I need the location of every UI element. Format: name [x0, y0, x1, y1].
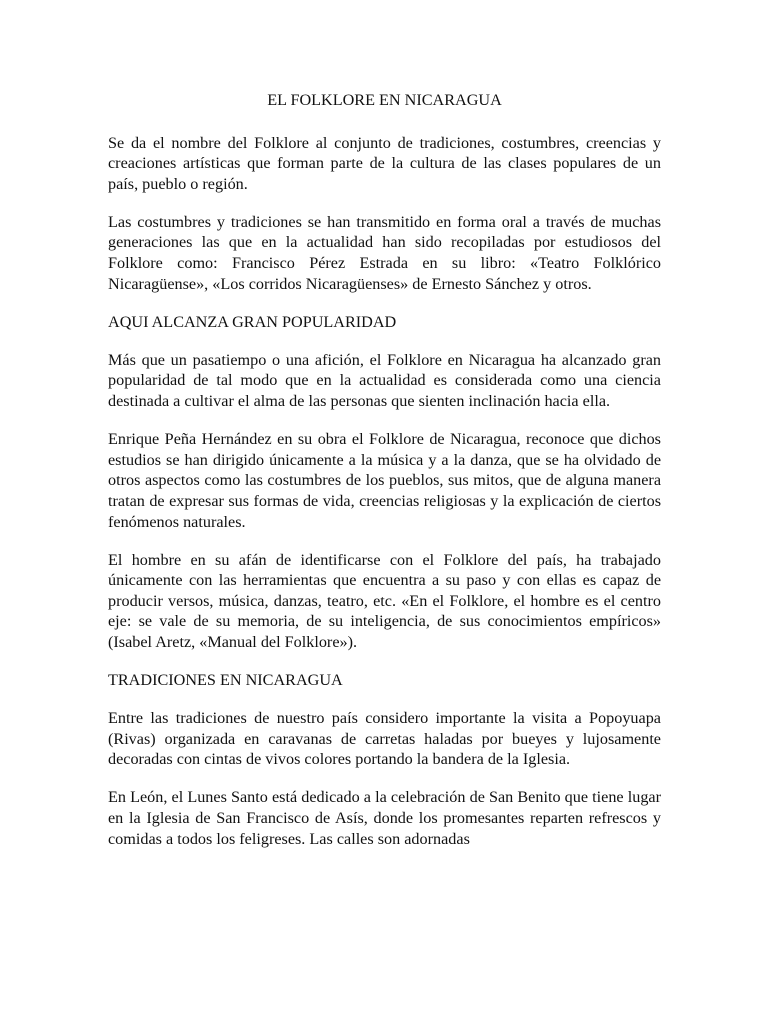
- paragraph-popoyuapa: Entre las tradiciones de nuestro país considero importante la visita a Popoyuapa (Rivas) organizada en caravanas de carretas haladas por bueyes y lujosamente decoradas con cintas de vivos colores portando la bandera de la Iglesia.: [108, 709, 661, 769]
- paragraph-leon-lunes-santo: En León, el Lunes Santo está dedicado a la celebración de San Benito que tiene lugar en la Iglesia de San Francisco de Asís, donde los promesantes reparten refrescos y comidas a todos los feligreses. Las calles son adornadas: [108, 788, 661, 848]
- paragraph-oral-transmission: Las costumbres y tradiciones se han transmitido en forma oral a través de muchas generaciones las que en la actualidad han sido recopiladas por estudiosos del Folklore como: Francisco Pérez Estrada en su libro: «Teatro Folklórico Nicaragüense», «Los corridos Nicaragüenses» de Ernesto Sánchez y otros.: [108, 212, 661, 293]
- paragraph-hombre-folklore: El hombre en su afán de identificarse con el Folklore del país, ha trabajado únicamente con las herramientas que encuentra a su paso y con ellas es capaz de producir versos, música, danzas, teatro, etc. «En el Folklore, el hombre es el centro eje: se vale de su memoria, de su inteligencia, de sus conocimientos empíricos» (Isabel Aretz, «Manual del Folklore»).: [108, 550, 661, 651]
- paragraph-popularity: Más que un pasatiempo o una afición, el Folklore en Nicaragua ha alcanzado gran popularidad de tal modo que en la actualidad es considerada como una ciencia destinada a cultivar el alma de las personas que sienten inclinación hacia ella.: [108, 350, 661, 411]
- document-title: EL FOLKLORE EN NICARAGUA: [267, 91, 502, 109]
- section-heading-popularidad: AQUI ALCANZA GRAN POPULARIDAD: [108, 312, 397, 331]
- section-heading-tradiciones: TRADICIONES EN NICARAGUA: [108, 671, 343, 690]
- paragraph-folklore-definition: Se da el nombre del Folklore al conjunto de tradiciones, costumbres, creencias y creaciones artísticas que forman parte de la cultura de las clases populares de un país, pueblo o región.: [108, 133, 661, 193]
- paragraph-pena-hernandez: Enrique Peña Hernández en su obra el Folklore de Nicaragua, reconoce que dichos estudios se han dirigido únicamente a la música y a la danza, que se ha olvidado de otros aspectos como las costumbres de los pueblos, sus mitos, que de alguna manera tratan de expresar sus formas de vida, creencias religiosas y la explicación de ciertos fenómenos naturales.: [108, 430, 661, 531]
- document-page: [108, 90, 661, 867]
